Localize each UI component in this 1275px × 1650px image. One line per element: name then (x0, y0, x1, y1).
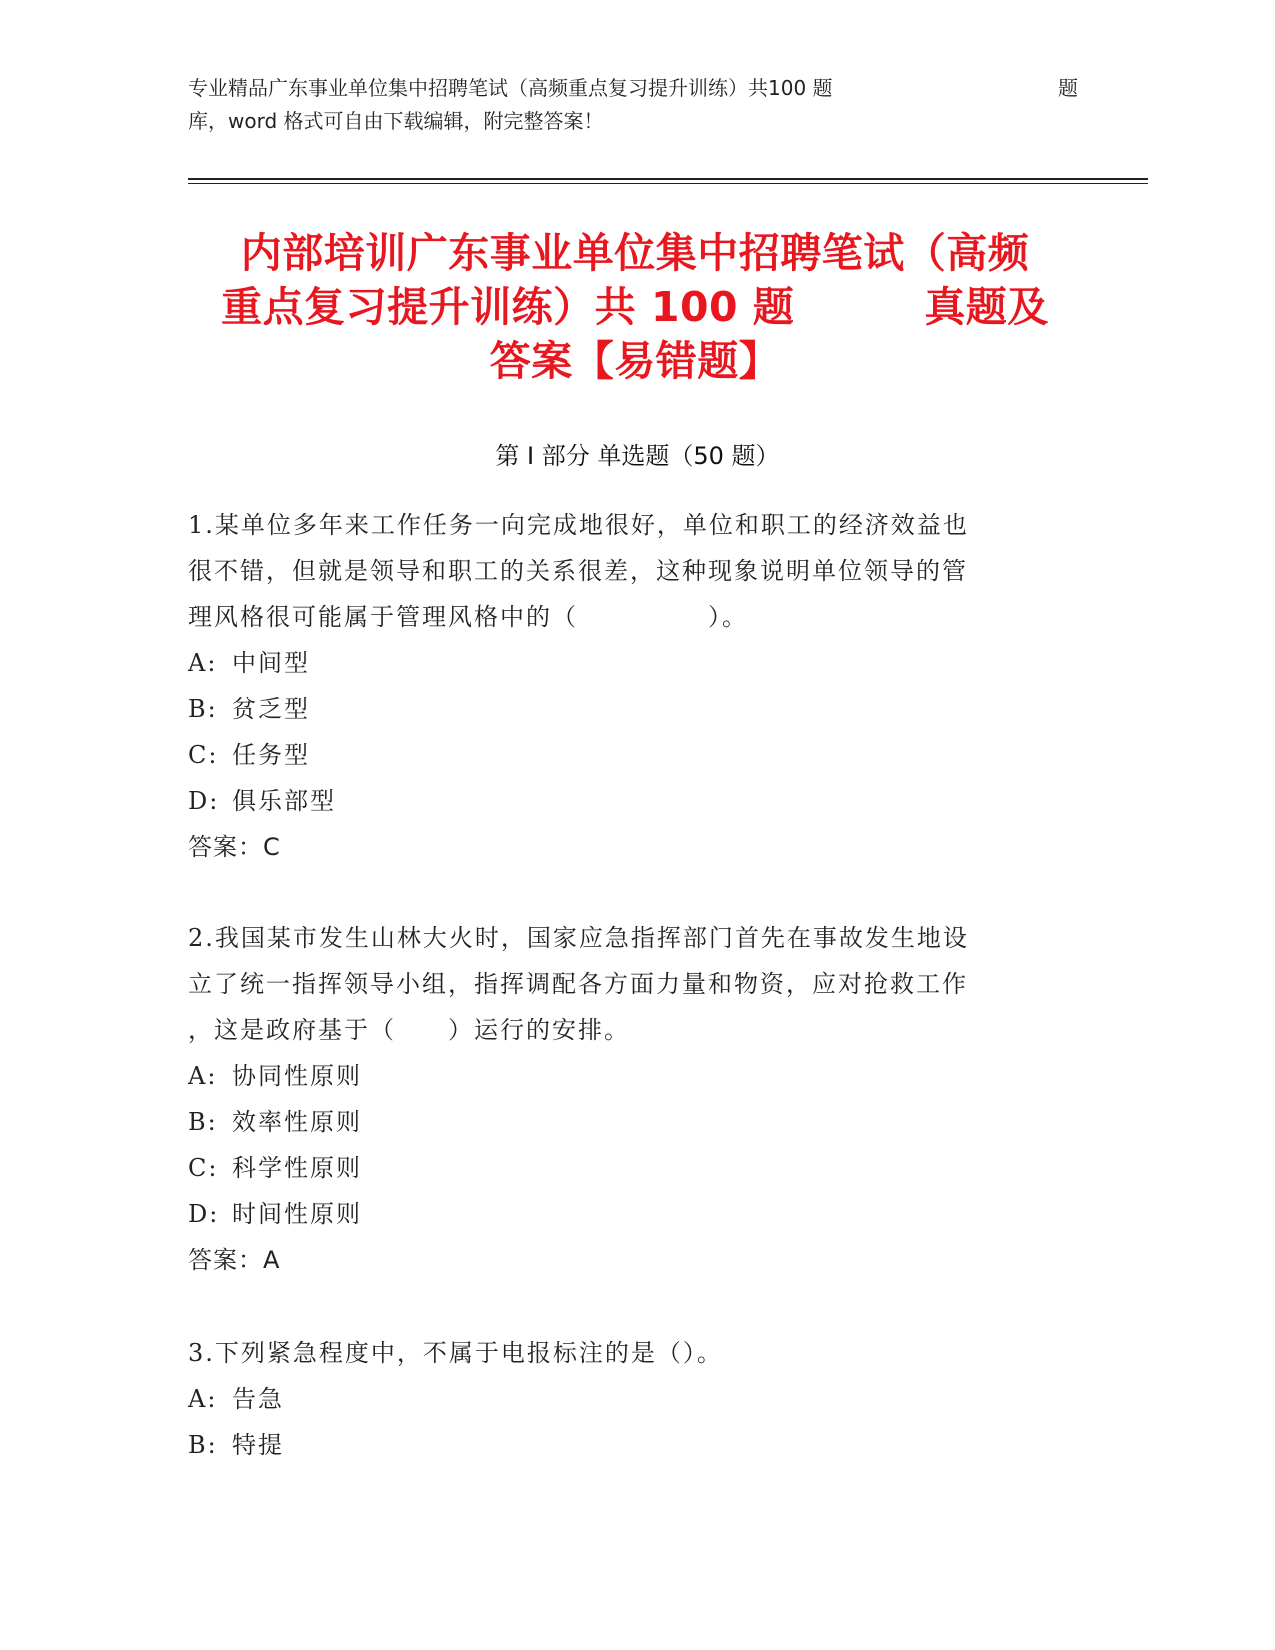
title-row-1: 内部培训广东事业单位集中招聘笔试（高频 (240, 229, 1030, 277)
header-line-2: 库，word 格式可自由下载编辑，附完整答案！ (188, 109, 604, 133)
question-2-option-a: A: 协同性原则 (188, 1062, 362, 1090)
document-title (190, 226, 1080, 388)
question-1-answer: 答案：C (188, 833, 281, 861)
question-1-option-c: C: 任务型 (188, 741, 310, 769)
question-1-line-2: 很不错，但就是领导和职工的关系很差，这种现象说明单位领导的管 (188, 557, 968, 585)
header-rule-thick (188, 178, 1148, 180)
question-1-option-b: B: 贫乏型 (188, 695, 310, 723)
question-1-option-a: A: 中间型 (188, 649, 310, 677)
question-2-option-c: C: 科学性原则 (188, 1154, 362, 1182)
question-1-line-1: 1.某单位多年来工作任务一向完成地很好，单位和职工的经济效益也 (188, 511, 969, 539)
question-2-line-3: ，这是政府基于（ ）运行的安排。 (188, 1016, 630, 1044)
question-2-option-d: D: 时间性原则 (188, 1200, 362, 1228)
question-1-option-d: D: 俱乐部型 (188, 787, 336, 815)
title-row-2-part-b: 真题及 (924, 283, 1049, 331)
header-line-1 (188, 72, 1078, 105)
question-3-line-1: 3.下列紧急程度中，不属于电报标注的是（）。 (188, 1339, 723, 1367)
question-1-line-3: 理风格很可能属于管理风格中的（ ）。 (188, 603, 748, 631)
page-header (188, 72, 1078, 138)
title-row-2 (190, 280, 1080, 334)
question-1 (188, 502, 1068, 870)
header-text-1: 专业精品广东事业单位集中招聘笔试（高频重点复习提升训练）共100 题 (188, 76, 833, 100)
header-text-1-tail: 题 (1058, 76, 1078, 100)
question-2-option-b: B: 效率性原则 (188, 1108, 362, 1136)
header-rule-thin (188, 183, 1148, 184)
question-3-option-b: B: 特提 (188, 1431, 284, 1459)
question-2-line-2: 立了统一指挥领导小组，指挥调配各方面力量和物资，应对抢救工作 (188, 970, 968, 998)
question-3-option-a: A: 告急 (188, 1385, 284, 1413)
question-2 (188, 915, 1068, 1283)
title-row-2-part-a: 重点复习提升训练）共 100 题 (221, 283, 795, 331)
question-2-line-1: 2.我国某市发生山林大火时，国家应急指挥部门首先在事故发生地设 (188, 924, 969, 952)
section-heading: 第 I 部分 单选题（50 题） (495, 442, 780, 470)
question-3 (188, 1330, 1068, 1468)
title-row-3: 答案【易错题】 (489, 337, 781, 385)
question-2-answer: 答案：A (188, 1246, 281, 1274)
